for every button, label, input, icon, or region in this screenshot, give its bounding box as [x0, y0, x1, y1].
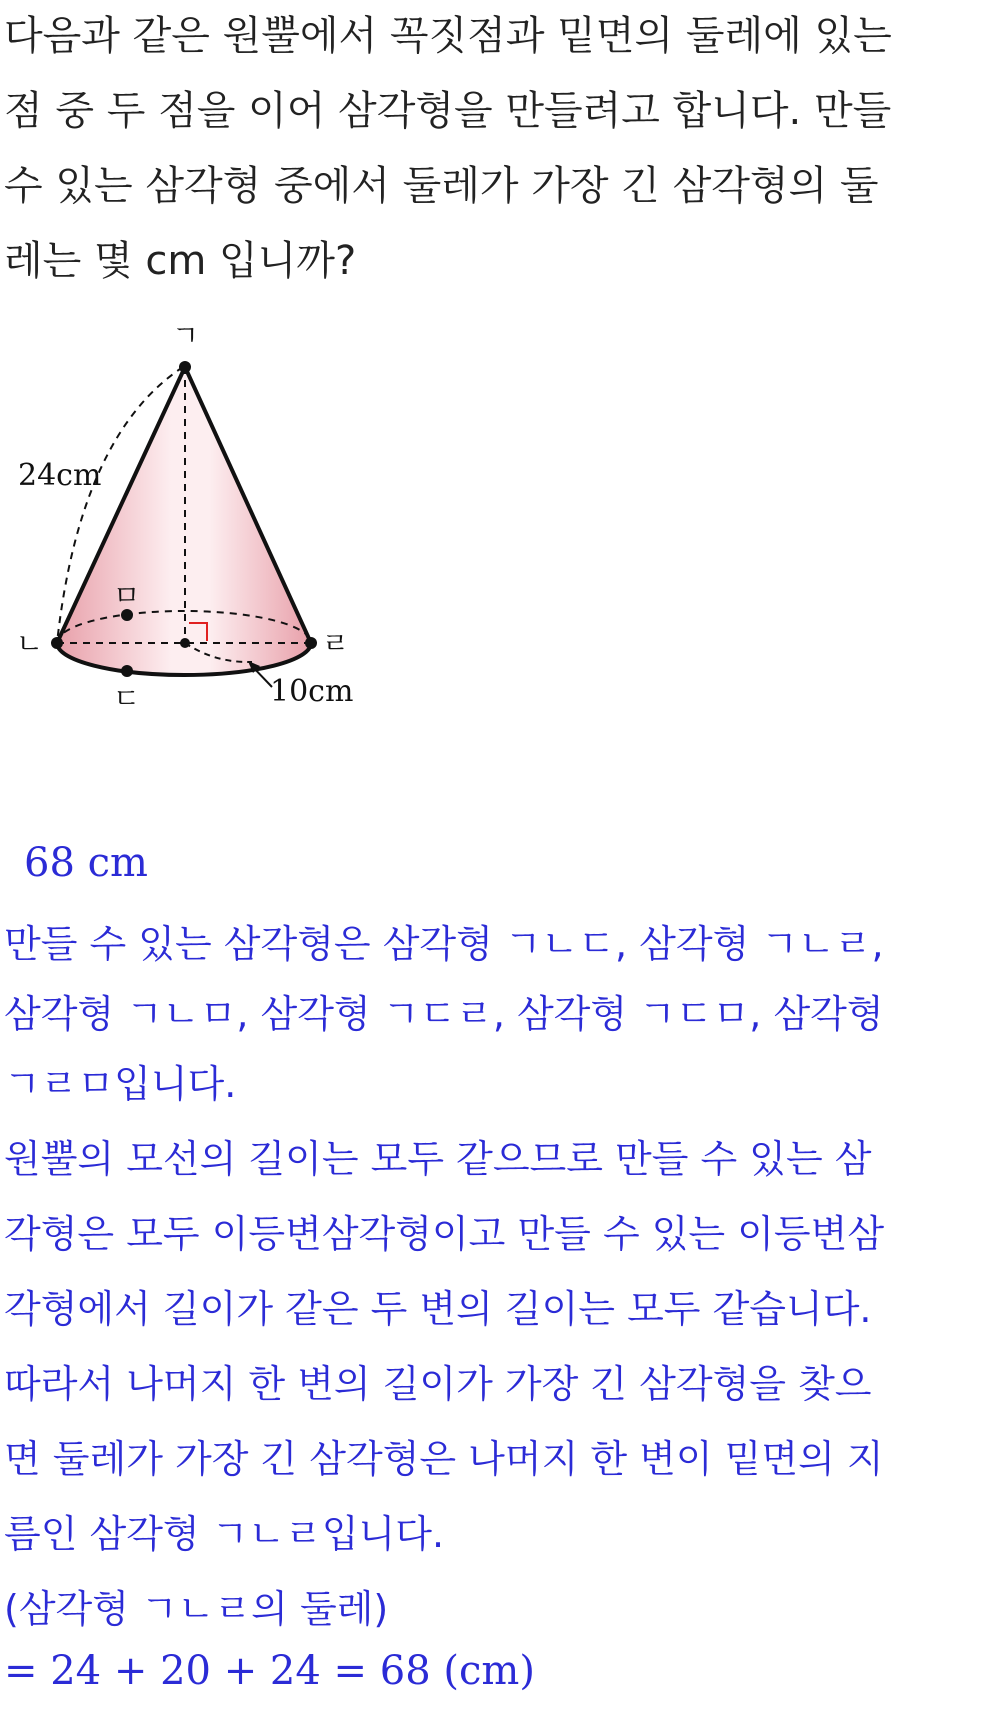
question-line: 수 있는 삼각형 중에서 둘레가 가장 긴 삼각형의 둘: [4, 163, 879, 209]
center-point: [180, 638, 190, 648]
solution-equation: = 24 + 20 + 24 = 68 (cm): [4, 1648, 535, 1694]
solution-line: 름인 삼각형 ㄱㄴㄹ입니다.: [4, 1512, 445, 1556]
solution-line: 면 둘레가 가장 긴 삼각형은 나머지 한 변이 밑면의 지: [4, 1437, 884, 1481]
radius-length-label: 10cm: [270, 674, 354, 709]
answer-value: 68 cm: [24, 840, 148, 886]
solution-line: ㄱㄹㅁ입니다.: [4, 1062, 237, 1106]
front-label: ㄷ: [113, 682, 141, 715]
question-line: 다음과 같은 원뿔에서 꼭짓점과 밑면의 둘레에 있는: [4, 13, 892, 59]
left-point: [51, 637, 63, 649]
front-point: [121, 665, 133, 677]
slant-length-label: 24cm: [18, 458, 102, 493]
back-label: ㅁ: [113, 579, 141, 612]
right-point: [305, 637, 317, 649]
apex-label: ㄱ: [172, 325, 200, 352]
solution-line: 따라서 나머지 한 변의 길이가 가장 긴 삼각형을 찾으: [4, 1362, 872, 1406]
solution-line: 만들 수 있는 삼각형은 삼각형 ㄱㄴㄷ, 삼각형 ㄱㄴㄹ,: [4, 922, 884, 966]
question-line: 레는 몇 cm 입니까?: [4, 238, 357, 284]
solution-line: 삼각형 ㄱㄴㅁ, 삼각형 ㄱㄷㄹ, 삼각형 ㄱㄷㅁ, 삼각형: [4, 992, 884, 1036]
right-label: ㄹ: [322, 627, 350, 660]
solution-line: (삼각형 ㄱㄴㄹ의 둘레): [4, 1587, 389, 1631]
apex-point: [179, 361, 191, 373]
question-line: 점 중 두 점을 이어 삼각형을 만들려고 합니다. 만들: [4, 88, 892, 134]
solution-line: 각형은 모두 이등변삼각형이고 만들 수 있는 이등변삼: [4, 1212, 885, 1256]
left-label: ㄴ: [16, 627, 44, 660]
solution-line: 원뿔의 모선의 길이는 모두 같으므로 만들 수 있는 삼: [4, 1137, 872, 1181]
cone-figure: [0, 325, 400, 715]
solution-line: 각형에서 길이가 같은 두 변의 길이는 모두 같습니다.: [4, 1287, 872, 1331]
